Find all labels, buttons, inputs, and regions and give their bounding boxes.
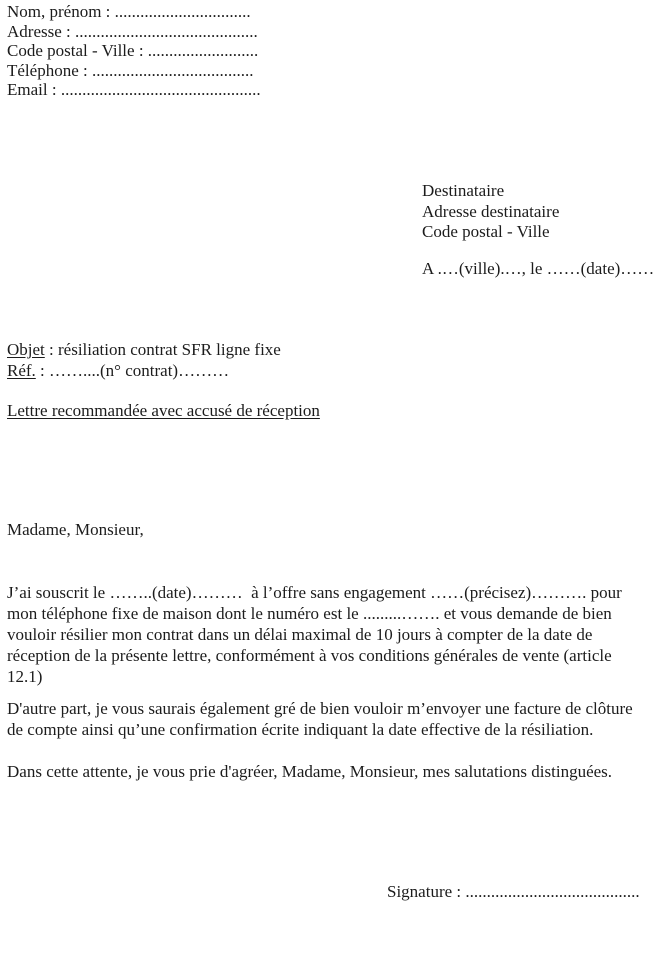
- sender-address-line: Adresse : ...........................................: [7, 21, 258, 41]
- recipient-address-line: Adresse destinataire: [422, 201, 560, 221]
- place-date-line: A .…(ville).…, le ……(date)……: [422, 259, 654, 278]
- body-paragraph-subscription: J’ai souscrit le ……..(date)……… à l’offre sans engagement ……(précisez)………. pour mon téléphone fixe de maison dont le numéro est le .........……. et vous demande de bien vouloir résilier mon contrat dans un délai maximal de 10 jours à compter de la date de réception de la présente lettre, conformément à vos conditions générales de vente (article 12.1): [7, 583, 627, 686]
- body-paragraph-closing-invoice: D'autre part, je vous saurais également gré de bien vouloir m’envoyer une facture de clôture de compte ainsi qu’une confirmation écrite indiquant la date effective de la résiliation.: [7, 699, 637, 739]
- recipient-block: [422, 181, 559, 243]
- subject-block: [7, 339, 281, 381]
- sender-email-line: Email : ...............................................: [7, 80, 261, 99]
- recipient-city-line: Code postal - Ville: [422, 222, 550, 241]
- signature-line: Signature : .........................................: [387, 882, 640, 901]
- reference-line: [7, 360, 281, 381]
- recipient-name-line: Destinataire: [422, 181, 505, 200]
- salutation-line: Madame, Monsieur,: [7, 520, 144, 539]
- sender-phone-line: Téléphone : ......................................: [7, 60, 254, 80]
- sender-name-line: Nom, prénom : ................................: [7, 2, 251, 21]
- subject-text: : résiliation contrat SFR ligne fixe: [44, 340, 281, 359]
- body-paragraph-salutations: Dans cette attente, je vous prie d'agréer, Madame, Monsieur, mes salutations distinguées.: [7, 762, 613, 781]
- reference-label: Réf.: [7, 361, 36, 380]
- subject-line: [7, 339, 281, 360]
- sender-block: [7, 2, 261, 100]
- registered-mail-line: Lettre recommandée avec accusé de réception: [7, 401, 320, 420]
- sender-city-line: Code postal - Ville : ..........................: [7, 41, 259, 60]
- subject-label: Objet: [7, 340, 45, 359]
- reference-text: : ……....(n° contrat)………: [35, 361, 230, 380]
